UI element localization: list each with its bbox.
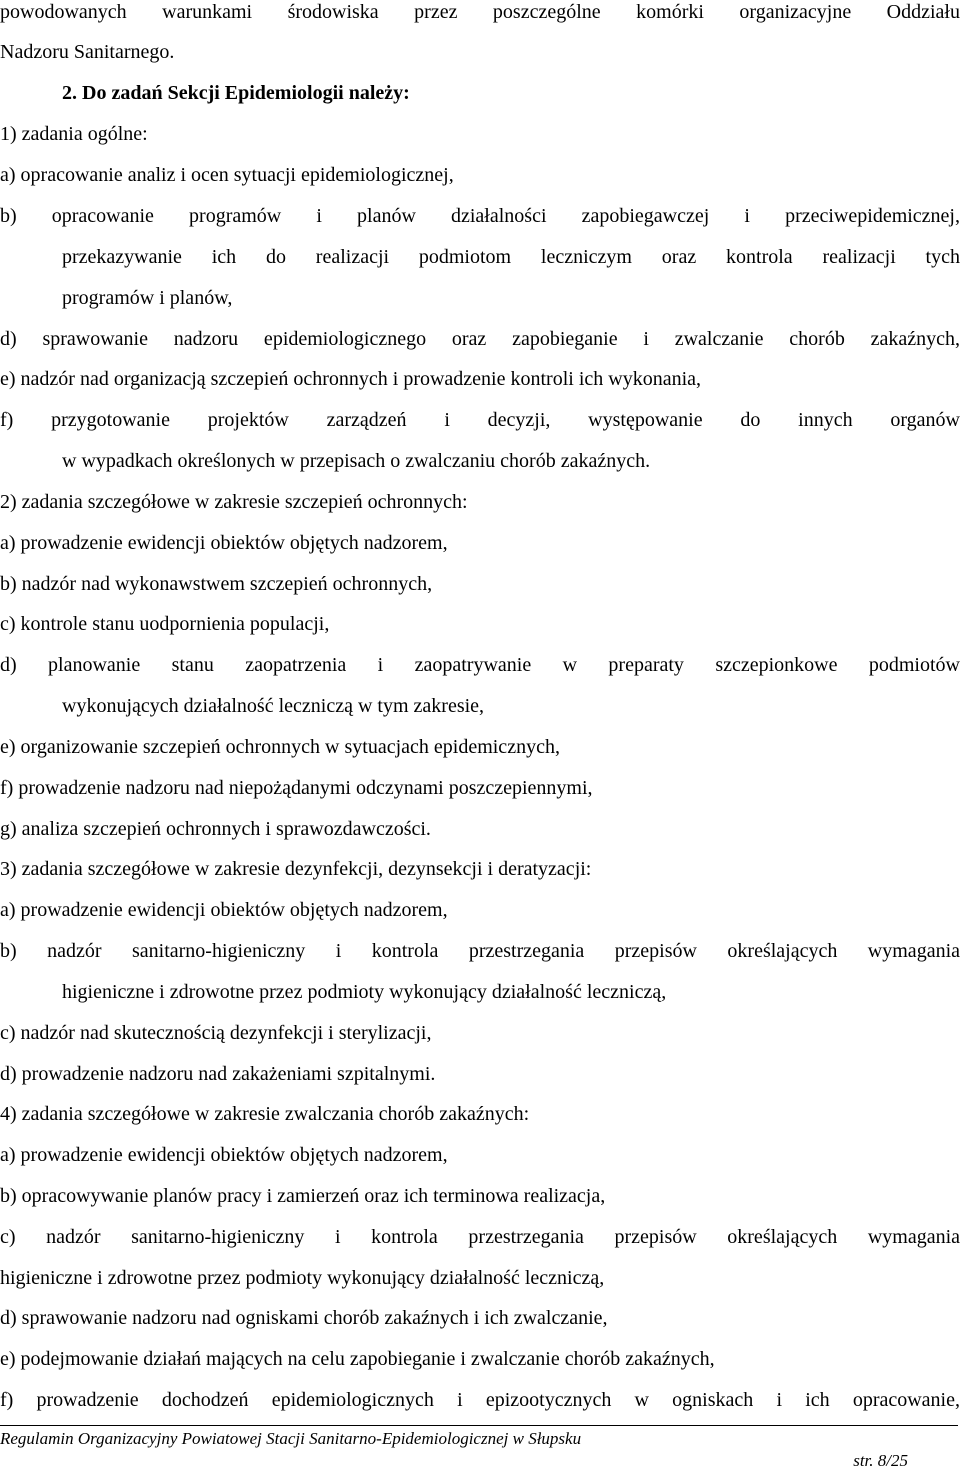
text-line: powodowanych warunkami środowiska przez poszczególne komórki organizacyjne Oddziału <box>0 1 960 23</box>
list-item: f) prowadzenie dochodzeń epidemiologicznych i epizootycznych w ogniskach i ich opracowanie, <box>0 1389 960 1411</box>
text-line: Nadzoru Sanitarnego. <box>0 41 175 63</box>
list-item-continuation: wykonujących działalność leczniczą w tym zakresie, <box>62 695 485 717</box>
text-line: 3) zadania szczegółowe w zakresie dezynfekcji, dezynsekcji i deratyzacji: <box>0 858 592 880</box>
text-line: 1) zadania ogólne: <box>0 123 148 145</box>
list-item: a) opracowanie analiz i ocen sytuacji epidemiologicznej, <box>0 164 454 186</box>
list-item: e) podejmowanie działań mających na celu zapobieganie i zwalczanie chorób zakaźnych, <box>0 1348 715 1370</box>
list-item: b) nadzór sanitarno-higieniczny i kontrola przestrzegania przepisów określających wymagania <box>0 940 960 962</box>
list-item: b) opracowanie programów i planów działalności zapobiegawczej i przeciwepidemicznej, <box>0 205 960 227</box>
list-item: b) opracowywanie planów pracy i zamierzeń oraz ich terminowa realizacja, <box>0 1185 606 1207</box>
footer-divider <box>0 1425 958 1426</box>
section-heading: 2. Do zadań Sekcji Epidemiologii należy: <box>62 82 410 104</box>
list-item: a) prowadzenie ewidencji obiektów objętych nadzorem, <box>0 899 448 921</box>
list-item: e) organizowanie szczepień ochronnych w sytuacjach epidemicznych, <box>0 736 560 758</box>
list-item: g) analiza szczepień ochronnych i sprawozdawczości. <box>0 818 431 840</box>
list-item: d) sprawowanie nadzoru nad ogniskami chorób zakaźnych i ich zwalczanie, <box>0 1307 608 1329</box>
list-item: d) sprawowanie nadzoru epidemiologicznego oraz zapobieganie i zwalczanie chorób zakaźnych, <box>0 328 960 350</box>
list-item: a) prowadzenie ewidencji obiektów objętych nadzorem, <box>0 532 448 554</box>
list-item-continuation: przekazywanie ich do realizacji podmiotom leczniczym oraz kontrola realizacji tych <box>62 246 960 268</box>
list-item: c) nadzór nad skutecznością dezynfekcji i sterylizacji, <box>0 1022 432 1044</box>
list-item: f) prowadzenie nadzoru nad niepożądanymi odczynami poszczepiennymi, <box>0 777 593 799</box>
list-item: b) nadzór nad wykonawstwem szczepień ochronnych, <box>0 573 433 595</box>
list-item: c) nadzór sanitarno-higieniczny i kontrola przestrzegania przepisów określających wymagania <box>0 1226 960 1248</box>
text-line: 4) zadania szczegółowe w zakresie zwalczania chorób zakaźnych: <box>0 1103 530 1125</box>
text-line: 2) zadania szczegółowe w zakresie szczepień ochronnych: <box>0 491 468 513</box>
list-item: a) prowadzenie ewidencji obiektów objętych nadzorem, <box>0 1144 448 1166</box>
list-item-continuation: higieniczne i zdrowotne przez podmioty wykonujący działalność leczniczą, <box>62 981 667 1003</box>
list-item: e) nadzór nad organizacją szczepień ochronnych i prowadzenie kontroli ich wykonania, <box>0 368 702 390</box>
page-number: str. 8/25 <box>853 1451 908 1470</box>
list-item-continuation: w wypadkach określonych w przepisach o zwalczaniu chorób zakaźnych. <box>62 450 651 472</box>
list-item: f) przygotowanie projektów zarządzeń i decyzji, występowanie do innych organów <box>0 409 960 431</box>
list-item: d) prowadzenie nadzoru nad zakażeniami szpitalnymi. <box>0 1063 436 1085</box>
footer-title: Regulamin Organizacyjny Powiatowej Stacji Sanitarno-Epidemiologicznej w Słupsku <box>0 1429 582 1448</box>
list-item: d) planowanie stanu zaopatrzenia i zaopatrywanie w preparaty szczepionkowe podmiotów <box>0 654 960 676</box>
list-item-continuation: programów i planów, <box>62 287 233 309</box>
list-item: c) kontrole stanu uodpornienia populacji, <box>0 613 330 635</box>
list-item-continuation: higieniczne i zdrowotne przez podmioty wykonujący działalność leczniczą, <box>0 1267 605 1289</box>
